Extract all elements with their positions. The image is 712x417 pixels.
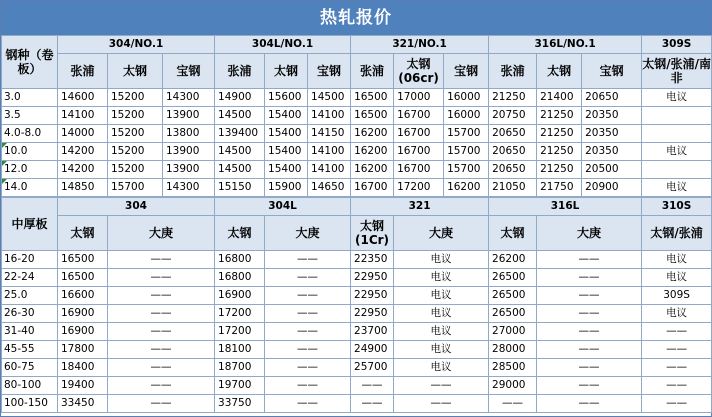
price-cell: 14200 <box>58 143 108 161</box>
price-cell: —— <box>108 287 215 305</box>
price-cell: —— <box>265 269 351 287</box>
mill-header: 太钢 <box>108 54 163 89</box>
price-cell <box>642 161 712 179</box>
price-cell: 21250 <box>537 125 582 143</box>
price-cell: 19700 <box>215 377 265 395</box>
mill-header: 宝钢 <box>163 54 215 89</box>
price-cell: 15200 <box>108 107 163 125</box>
price-cell: 16800 <box>215 269 265 287</box>
grade-header: 304/NO.1 <box>58 36 215 54</box>
price-cell: 16000 <box>444 107 489 125</box>
price-cell: 20350 <box>582 143 642 161</box>
mill-header: 宝钢 <box>308 54 351 89</box>
price-cell: —— <box>265 287 351 305</box>
price-cell: 14500 <box>308 89 351 107</box>
price-cell: 16000 <box>444 89 489 107</box>
grade-header: 304 <box>58 198 215 216</box>
price-cell: 15700 <box>444 125 489 143</box>
price-cell: 14000 <box>58 125 108 143</box>
spec-cell: 14.0 <box>2 179 58 197</box>
coil-price-table <box>1 35 712 197</box>
price-cell: —— <box>108 269 215 287</box>
price-cell: —— <box>108 251 215 269</box>
table-row <box>2 377 712 395</box>
price-cell: 20650 <box>489 161 537 179</box>
sheet-title: 热轧报价 <box>1 1 711 35</box>
table-row <box>2 269 712 287</box>
price-cell: 28500 <box>489 359 537 377</box>
price-cell: 电议 <box>642 143 712 161</box>
price-cell: —— <box>642 377 712 395</box>
grade-header: 309S <box>642 36 712 54</box>
price-cell: 25700 <box>351 359 394 377</box>
price-cell: 17200 <box>394 179 444 197</box>
price-cell: 18400 <box>58 359 108 377</box>
price-cell: 15400 <box>265 125 308 143</box>
price-cell: —— <box>394 395 489 413</box>
mill-header: 太钢 <box>215 216 265 251</box>
price-cell: 22950 <box>351 287 394 305</box>
mill-header: 大庚 <box>537 216 642 251</box>
price-cell: 26500 <box>489 269 537 287</box>
price-cell: —— <box>265 377 351 395</box>
price-cell: —— <box>537 359 642 377</box>
price-cell: —— <box>642 341 712 359</box>
price-cell: 27000 <box>489 323 537 341</box>
spec-cell: 100-150 <box>2 395 58 413</box>
mill-header: 张浦 <box>215 54 265 89</box>
price-cell: —— <box>108 323 215 341</box>
price-cell: —— <box>108 395 215 413</box>
mill-header: 张浦 <box>58 54 108 89</box>
price-cell: 15200 <box>108 161 163 179</box>
grade-header: 321/NO.1 <box>351 36 489 54</box>
table-row <box>2 179 712 197</box>
table-row <box>2 395 712 413</box>
price-cell: —— <box>642 359 712 377</box>
price-cell: —— <box>537 305 642 323</box>
price-cell: —— <box>108 359 215 377</box>
price-cell: 16900 <box>58 323 108 341</box>
price-cell: 16800 <box>215 251 265 269</box>
price-cell: —— <box>351 395 394 413</box>
price-cell: 15700 <box>108 179 163 197</box>
price-cell: 13900 <box>163 143 215 161</box>
price-cell: 15150 <box>215 179 265 197</box>
grade-header: 304L/NO.1 <box>215 36 351 54</box>
spec-cell: 16-20 <box>2 251 58 269</box>
price-cell: 16700 <box>394 107 444 125</box>
price-cell: —— <box>489 395 537 413</box>
mill-header: 太钢 <box>537 54 582 89</box>
table-row <box>2 125 712 143</box>
mill-header: 太钢(06cr) <box>394 54 444 89</box>
table-row <box>2 89 712 107</box>
table-row <box>2 305 712 323</box>
price-cell: —— <box>537 323 642 341</box>
table-row <box>2 107 712 125</box>
price-cell: 20650 <box>489 143 537 161</box>
price-cell: 14500 <box>215 107 265 125</box>
price-cell: 26500 <box>489 287 537 305</box>
price-cell: 21250 <box>537 161 582 179</box>
price-cell: —— <box>537 341 642 359</box>
price-cell: 14100 <box>308 161 351 179</box>
price-cell: 14500 <box>215 143 265 161</box>
price-cell: 电议 <box>642 179 712 197</box>
price-cell: 16200 <box>351 161 394 179</box>
price-cell: 14650 <box>308 179 351 197</box>
price-cell: 21750 <box>537 179 582 197</box>
price-cell: —— <box>265 305 351 323</box>
mill-header: 大庚 <box>265 216 351 251</box>
price-cell: 23700 <box>351 323 394 341</box>
spec-cell: 60-75 <box>2 359 58 377</box>
mill-header: 张浦 <box>489 54 537 89</box>
mill-header: 太钢 <box>265 54 308 89</box>
coil-corner-label: 钢种（卷板） <box>2 36 58 89</box>
price-cell: —— <box>642 395 712 413</box>
price-cell: 14300 <box>163 89 215 107</box>
spec-cell: 3.0 <box>2 89 58 107</box>
price-cell: 20350 <box>582 107 642 125</box>
grade-header: 310S <box>642 198 712 216</box>
price-cell: 14150 <box>308 125 351 143</box>
price-cell: 28000 <box>489 341 537 359</box>
price-cell: 20900 <box>582 179 642 197</box>
price-cell: 29000 <box>489 377 537 395</box>
price-cell: —— <box>537 377 642 395</box>
price-cell: 20650 <box>582 89 642 107</box>
price-cell: 16700 <box>394 161 444 179</box>
price-cell: 22350 <box>351 251 394 269</box>
price-cell: 15600 <box>265 89 308 107</box>
price-cell: 14900 <box>215 89 265 107</box>
mill-header: 宝钢 <box>444 54 489 89</box>
price-cell: 15400 <box>265 161 308 179</box>
price-cell: 电议 <box>642 251 712 269</box>
price-cell: 33450 <box>58 395 108 413</box>
price-cell: 24900 <box>351 341 394 359</box>
price-cell: —— <box>351 377 394 395</box>
spec-cell: 3.5 <box>2 107 58 125</box>
price-cell: 19400 <box>58 377 108 395</box>
price-cell: 16700 <box>394 143 444 161</box>
price-cell: 15900 <box>265 179 308 197</box>
price-cell: 21250 <box>537 143 582 161</box>
price-cell: —— <box>265 359 351 377</box>
price-cell: 13800 <box>163 125 215 143</box>
table-row <box>2 287 712 305</box>
mill-header: 张浦 <box>351 54 394 89</box>
price-cell: 电议 <box>642 305 712 323</box>
mill-header: 太钢/张浦 <box>642 216 712 251</box>
price-cell: 14100 <box>58 107 108 125</box>
grade-header: 316L/NO.1 <box>489 36 642 54</box>
price-cell: 16900 <box>58 305 108 323</box>
price-cell: 139400 <box>215 125 265 143</box>
price-cell: 17200 <box>215 305 265 323</box>
price-cell: 14100 <box>308 143 351 161</box>
price-cell: 16500 <box>351 89 394 107</box>
price-cell: —— <box>265 323 351 341</box>
price-cell: —— <box>537 395 642 413</box>
price-cell: 16900 <box>215 287 265 305</box>
grade-header: 316L <box>489 198 642 216</box>
price-cell: 16500 <box>351 107 394 125</box>
price-cell: 16700 <box>394 125 444 143</box>
price-cell: 17000 <box>394 89 444 107</box>
price-cell: 电议 <box>394 359 489 377</box>
price-cell: 17800 <box>58 341 108 359</box>
price-cell: 电议 <box>394 287 489 305</box>
table-row <box>2 143 712 161</box>
price-cell: 21400 <box>537 89 582 107</box>
price-cell: 电议 <box>642 89 712 107</box>
spec-cell: 4.0-8.0 <box>2 125 58 143</box>
price-cell: 20500 <box>582 161 642 179</box>
price-cell: 26200 <box>489 251 537 269</box>
price-cell: 20650 <box>489 125 537 143</box>
spec-cell: 45-55 <box>2 341 58 359</box>
price-cell: 20350 <box>582 125 642 143</box>
spec-cell: 31-40 <box>2 323 58 341</box>
price-cell: 15400 <box>265 143 308 161</box>
price-cell: 15200 <box>108 143 163 161</box>
price-cell: —— <box>108 377 215 395</box>
price-cell: 33750 <box>215 395 265 413</box>
price-cell: 15200 <box>108 89 163 107</box>
price-cell: 16500 <box>58 269 108 287</box>
price-cell: 14600 <box>58 89 108 107</box>
price-cell: 15200 <box>108 125 163 143</box>
price-cell: 16200 <box>351 125 394 143</box>
mill-header: 太钢/张浦/南非 <box>642 54 712 89</box>
price-cell: —— <box>642 323 712 341</box>
price-cell: 26500 <box>489 305 537 323</box>
table-row <box>2 323 712 341</box>
price-cell: 16700 <box>351 179 394 197</box>
price-cell: 22950 <box>351 305 394 323</box>
table-row <box>2 161 712 179</box>
price-cell: 16200 <box>351 143 394 161</box>
mill-header: 太钢 <box>489 216 537 251</box>
plate-price-table <box>1 197 712 413</box>
price-cell: 16200 <box>444 179 489 197</box>
table-row <box>2 359 712 377</box>
price-cell: 电议 <box>642 269 712 287</box>
price-cell <box>642 125 712 143</box>
price-cell: 电议 <box>394 269 489 287</box>
price-cell: 电议 <box>394 251 489 269</box>
price-cell: 14850 <box>58 179 108 197</box>
price-cell: 13900 <box>163 161 215 179</box>
grade-header: 304L <box>215 198 351 216</box>
spec-cell: 26-30 <box>2 305 58 323</box>
price-cell: 18100 <box>215 341 265 359</box>
price-cell: 16500 <box>58 251 108 269</box>
mill-header: 宝钢 <box>582 54 642 89</box>
price-cell: 21050 <box>489 179 537 197</box>
table-row <box>2 341 712 359</box>
price-cell: —— <box>265 341 351 359</box>
price-cell: 21250 <box>537 107 582 125</box>
price-cell: —— <box>394 377 489 395</box>
price-cell: 22950 <box>351 269 394 287</box>
price-cell: 15400 <box>265 107 308 125</box>
price-cell: 14500 <box>215 161 265 179</box>
table-row <box>2 251 712 269</box>
price-cell: —— <box>265 251 351 269</box>
spec-cell: 12.0 <box>2 161 58 179</box>
price-cell: 14300 <box>163 179 215 197</box>
price-cell: 13900 <box>163 107 215 125</box>
price-cell: 14100 <box>308 107 351 125</box>
spec-cell: 80-100 <box>2 377 58 395</box>
price-cell: —— <box>108 305 215 323</box>
price-cell: —— <box>537 251 642 269</box>
spec-cell: 25.0 <box>2 287 58 305</box>
price-cell: —— <box>537 269 642 287</box>
price-cell: 20750 <box>489 107 537 125</box>
price-cell: —— <box>108 341 215 359</box>
price-cell: 309S <box>642 287 712 305</box>
price-cell: —— <box>537 287 642 305</box>
price-cell: 电议 <box>394 341 489 359</box>
spec-cell: 22-24 <box>2 269 58 287</box>
price-cell: 16600 <box>58 287 108 305</box>
price-cell: 21250 <box>489 89 537 107</box>
price-cell: 14200 <box>58 161 108 179</box>
mill-header: 大庚 <box>108 216 215 251</box>
price-cell <box>642 107 712 125</box>
price-cell: —— <box>265 395 351 413</box>
mill-header: 太钢 <box>58 216 108 251</box>
grade-header: 321 <box>351 198 489 216</box>
price-cell: 18700 <box>215 359 265 377</box>
plate-corner-label: 中厚板 <box>2 198 58 251</box>
price-cell: 17200 <box>215 323 265 341</box>
price-cell: 电议 <box>394 323 489 341</box>
mill-header: 太钢(1Cr) <box>351 216 394 251</box>
price-cell: 电议 <box>394 305 489 323</box>
price-cell: 15700 <box>444 143 489 161</box>
spec-cell: 10.0 <box>2 143 58 161</box>
mill-header: 大庚 <box>394 216 489 251</box>
price-cell: 15700 <box>444 161 489 179</box>
